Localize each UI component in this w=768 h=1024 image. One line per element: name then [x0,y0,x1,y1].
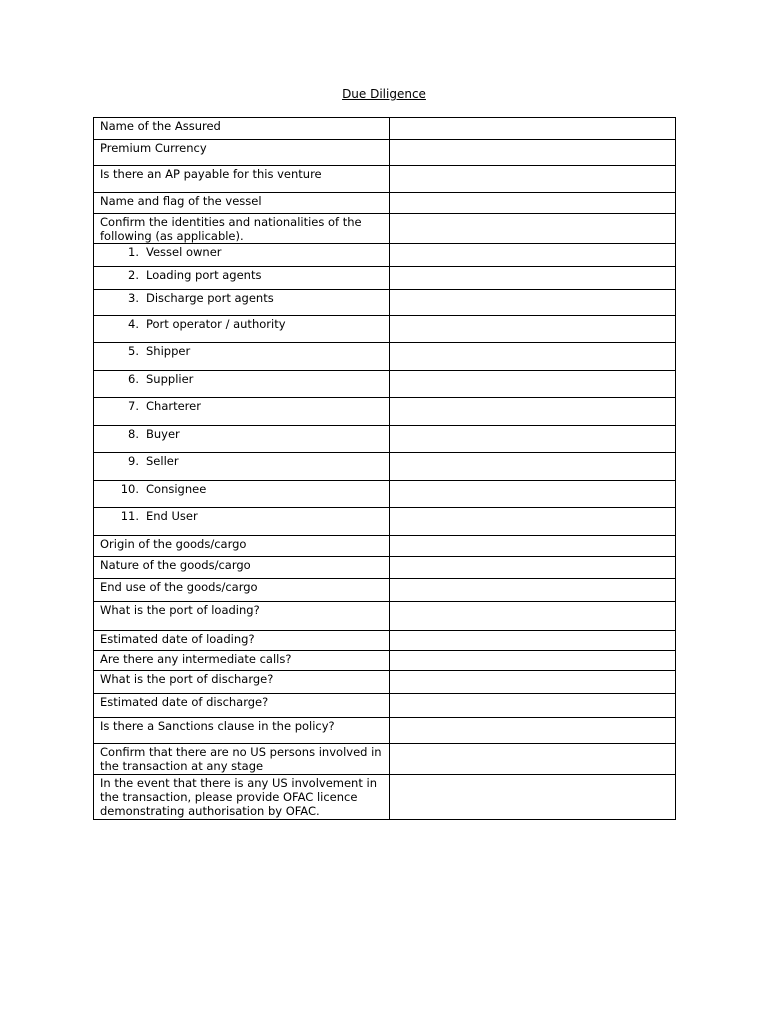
table-row [94,694,676,718]
item-number: 7. [128,399,139,413]
table-row [94,290,676,316]
answer-cell[interactable] [390,244,676,267]
answer-cell[interactable] [390,316,676,343]
table-row [94,508,676,536]
sub-question-cell [94,481,390,508]
table-row [94,193,676,214]
sub-question-cell [94,267,390,290]
answer-cell[interactable] [390,775,676,820]
question-cell: End use of the goods/cargo [94,579,390,602]
sub-question-cell [94,398,390,426]
sub-question-cell [94,426,390,453]
table-row [94,775,676,820]
table-row [94,343,676,371]
item-label: Vessel owner [146,245,222,259]
table-row [94,481,676,508]
table-row [94,267,676,290]
item-number: 6. [128,372,139,386]
question-cell: Origin of the goods/cargo [94,536,390,557]
due-diligence-table [93,117,676,820]
item-number: 2. [128,268,139,282]
answer-cell[interactable] [390,557,676,579]
answer-cell[interactable] [390,453,676,481]
table-row [94,631,676,651]
answer-cell[interactable] [390,290,676,316]
item-number: 1. [128,245,139,259]
item-number: 10. [120,482,139,496]
question-cell: Name and flag of the vessel [94,193,390,214]
item-label: Discharge port agents [146,291,274,305]
question-cell: Estimated date of loading? [94,631,390,651]
answer-cell[interactable] [390,694,676,718]
question-cell: Premium Currency [94,140,390,166]
item-label: Charterer [146,399,201,413]
answer-cell[interactable] [390,508,676,536]
question-cell: Name of the Assured [94,118,390,140]
answer-cell[interactable] [390,214,676,244]
question-cell: What is the port of loading? [94,602,390,631]
answer-cell[interactable] [390,602,676,631]
answer-cell[interactable] [390,118,676,140]
table-row [94,426,676,453]
table-row [94,371,676,398]
sub-question-cell [94,453,390,481]
item-label: Shipper [146,344,191,358]
question-cell: Estimated date of discharge? [94,694,390,718]
answer-cell[interactable] [390,166,676,193]
item-label: Seller [146,454,179,468]
answer-cell[interactable] [390,140,676,166]
question-cell: Are there any intermediate calls? [94,651,390,671]
item-number: 4. [128,317,139,331]
table-row [94,718,676,744]
sub-question-cell [94,508,390,536]
answer-cell[interactable] [390,631,676,651]
table-row [94,579,676,602]
item-label: Port operator / authority [146,317,286,331]
sub-question-cell [94,244,390,267]
question-cell: Is there a Sanctions clause in the policy? [94,718,390,744]
answer-cell[interactable] [390,744,676,775]
answer-cell[interactable] [390,579,676,602]
table-row [94,214,676,244]
sub-question-cell [94,316,390,343]
item-number: 5. [128,344,139,358]
answer-cell[interactable] [390,426,676,453]
table-row [94,671,676,694]
answer-cell[interactable] [390,536,676,557]
table-row [94,166,676,193]
table-row [94,316,676,343]
answer-cell[interactable] [390,671,676,694]
table-row [94,536,676,557]
sub-question-cell [94,290,390,316]
item-number: 8. [128,427,139,441]
item-number: 11. [120,509,139,523]
answer-cell[interactable] [390,651,676,671]
page-title: Due Diligence [342,87,426,101]
table-row [94,398,676,426]
table-row [94,651,676,671]
item-label: Loading port agents [146,268,262,282]
answer-cell[interactable] [390,267,676,290]
question-cell: What is the port of discharge? [94,671,390,694]
answer-cell[interactable] [390,718,676,744]
question-cell: Is there an AP payable for this venture [94,166,390,193]
answer-cell[interactable] [390,343,676,371]
question-cell: Confirm that there are no US persons involved in the transaction at any stage [94,744,390,775]
question-cell: In the event that there is any US involvement in the transaction, please provide OFAC licence demonstrating authorisation by OFAC. [94,775,390,820]
item-label: End User [146,509,198,523]
question-cell: Confirm the identities and nationalities of the following (as applicable). [94,214,390,244]
table-row [94,118,676,140]
table-row [94,453,676,481]
item-number: 9. [128,454,139,468]
item-label: Consignee [146,482,207,496]
table-row [94,244,676,267]
sub-question-cell [94,343,390,371]
answer-cell[interactable] [390,398,676,426]
question-cell: Nature of the goods/cargo [94,557,390,579]
item-label: Buyer [146,427,180,441]
item-number: 3. [128,291,139,305]
answer-cell[interactable] [390,481,676,508]
table-row [94,557,676,579]
table-row [94,140,676,166]
answer-cell[interactable] [390,371,676,398]
item-label: Supplier [146,372,194,386]
sub-question-cell [94,371,390,398]
answer-cell[interactable] [390,193,676,214]
table-row [94,602,676,631]
table-row [94,744,676,775]
